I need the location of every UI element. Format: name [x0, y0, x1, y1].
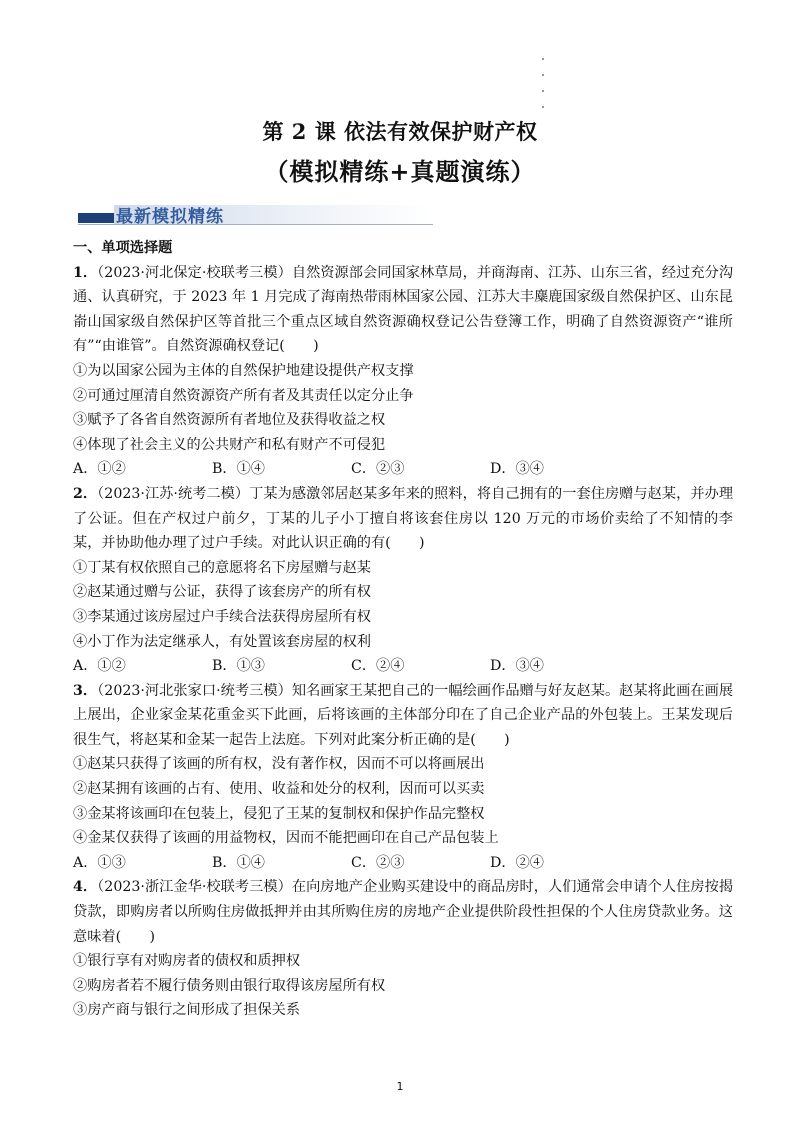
question-text: （2023·浙江金华·校联考三模）在向房地产企业购买建设中的商品房时，人们通常会申请个人住房按揭贷款，即购房者以所购住房做抵押并由其所购住房的房地产企业提供阶段性担保的个人住房贷款业务。这意味着( ): [73, 879, 734, 945]
question-number: 2．: [73, 485, 98, 502]
option-1: ①为以国家公园为主体的自然保护地建设提供产权支撑: [73, 362, 414, 379]
question-text: （2023·河北张家口·统考三模）知名画家王某把自己的一幅绘画作品赠与好友赵某。赵某将此画在画展上展出，企业家金某花重金买下此画，后将该画的主体部分印在了自己企业产品的外包装上。王某发现后很生气，将赵某和金某一起告上法庭。下列对此案分析正确的是( ): [73, 682, 734, 748]
banner-label: 最新模拟精练: [116, 207, 224, 227]
question-number: 1．: [73, 264, 98, 281]
choice-c: C．②③: [351, 461, 405, 478]
choice-b: B．①③: [212, 658, 265, 675]
option-1: ①丁某有权依照自己的意愿将名下房屋赠与赵某: [73, 559, 371, 576]
answer-choices: [73, 654, 733, 679]
choice-a: A．①②: [73, 658, 126, 675]
option-2: ②赵某拥有该画的占有、使用、收益和处分的权利，因而可以买卖: [73, 781, 485, 798]
choice-b: B．①④: [212, 854, 265, 871]
page-number: 1: [396, 1080, 404, 1093]
page-subtitle: （模拟精练+真题演练）: [264, 157, 536, 186]
answer-choices: [73, 457, 733, 482]
question-4: [73, 875, 733, 1023]
option-1: ①赵某只获得了该画的所有权，没有著作权，因而不可以将画展出: [73, 756, 485, 773]
option-3: ③赋予了各省自然资源所有者地位及获得收益之权: [73, 412, 386, 429]
option-4: ④金某仅获得了该画的用益物权，因而不能把画印在自己产品包装上: [73, 830, 499, 847]
option-4: ④小丁作为法定继承人，有处置该套房屋的权利: [73, 633, 371, 650]
question-number: 3．: [73, 682, 98, 699]
decorative-dots: [542, 58, 546, 122]
choice-a: A．①②: [73, 461, 126, 478]
question-2: [73, 482, 733, 679]
option-3: ③房产商与银行之间形成了担保关系: [73, 1002, 301, 1019]
choice-d: D．③④: [490, 461, 544, 478]
choice-c: C．②④: [351, 658, 405, 675]
question-text: （2023·河北保定·校联考三模）自然资源部会同国家林草局，并商海南、江苏、山东三省，经过充分沟通、认真研究，于 2023 年 1 月完成了海南热带雨林国家公园、江苏大丰麋鹿国家级自然保护区、山东昆嵛山国家级自然保护区等首批三个重点区域自然资源确权登记公告登簿工作，明确了自然资源资产“谁所有”“由谁管”。自然资源确权登记( ): [73, 264, 734, 355]
question-number: 4．: [73, 879, 98, 896]
option-4: ④体现了社会主义的公共财产和私有财产不可侵犯: [73, 436, 386, 453]
option-3: ③李某通过该房屋过户手续合法获得房屋所有权: [73, 608, 371, 625]
banner-accent-bar: [78, 213, 114, 223]
question-content: [73, 236, 733, 1023]
choice-a: A．①③: [73, 854, 126, 871]
question-stem: [73, 875, 733, 949]
question-stem: [73, 482, 733, 556]
choice-d: D．③④: [490, 658, 544, 675]
page-title: 第 2 课 依法有效保护财产权: [262, 119, 538, 144]
option-3: ③金某将该画印在包装上，侵犯了王某的复制权和保护作品完整权: [73, 805, 485, 822]
option-2: ②赵某通过赠与公证，获得了该套房产的所有权: [73, 584, 371, 601]
answer-choices: [73, 851, 733, 876]
section-banner: [78, 205, 433, 225]
choice-c: C．②③: [351, 854, 405, 871]
option-2: ②可通过厘清自然资源资产所有者及其责任以定分止争: [73, 387, 414, 404]
question-text: （2023·江苏·统考二模）丁某为感激邻居赵某多年来的照料，将自己拥有的一套住房赠与赵某，并办理了公证。但在产权过户前夕，丁某的儿子小丁擅自将该套住房以 120 万元的市场价卖给了不知情的李某，并协助他办理了过户手续。对此认识正确的有( ): [73, 485, 734, 552]
question-1: [73, 261, 733, 482]
question-3: [73, 679, 733, 876]
question-stem: [73, 679, 733, 753]
option-2: ②购房者若不履行债务则由银行取得该房屋所有权: [73, 977, 386, 994]
section-heading: 一、单项选择题: [73, 240, 173, 256]
option-1: ①银行享有对购房者的债权和质押权: [73, 953, 301, 970]
choice-d: D．②④: [490, 854, 544, 871]
question-stem: [73, 261, 733, 359]
choice-b: B．①④: [212, 461, 265, 478]
